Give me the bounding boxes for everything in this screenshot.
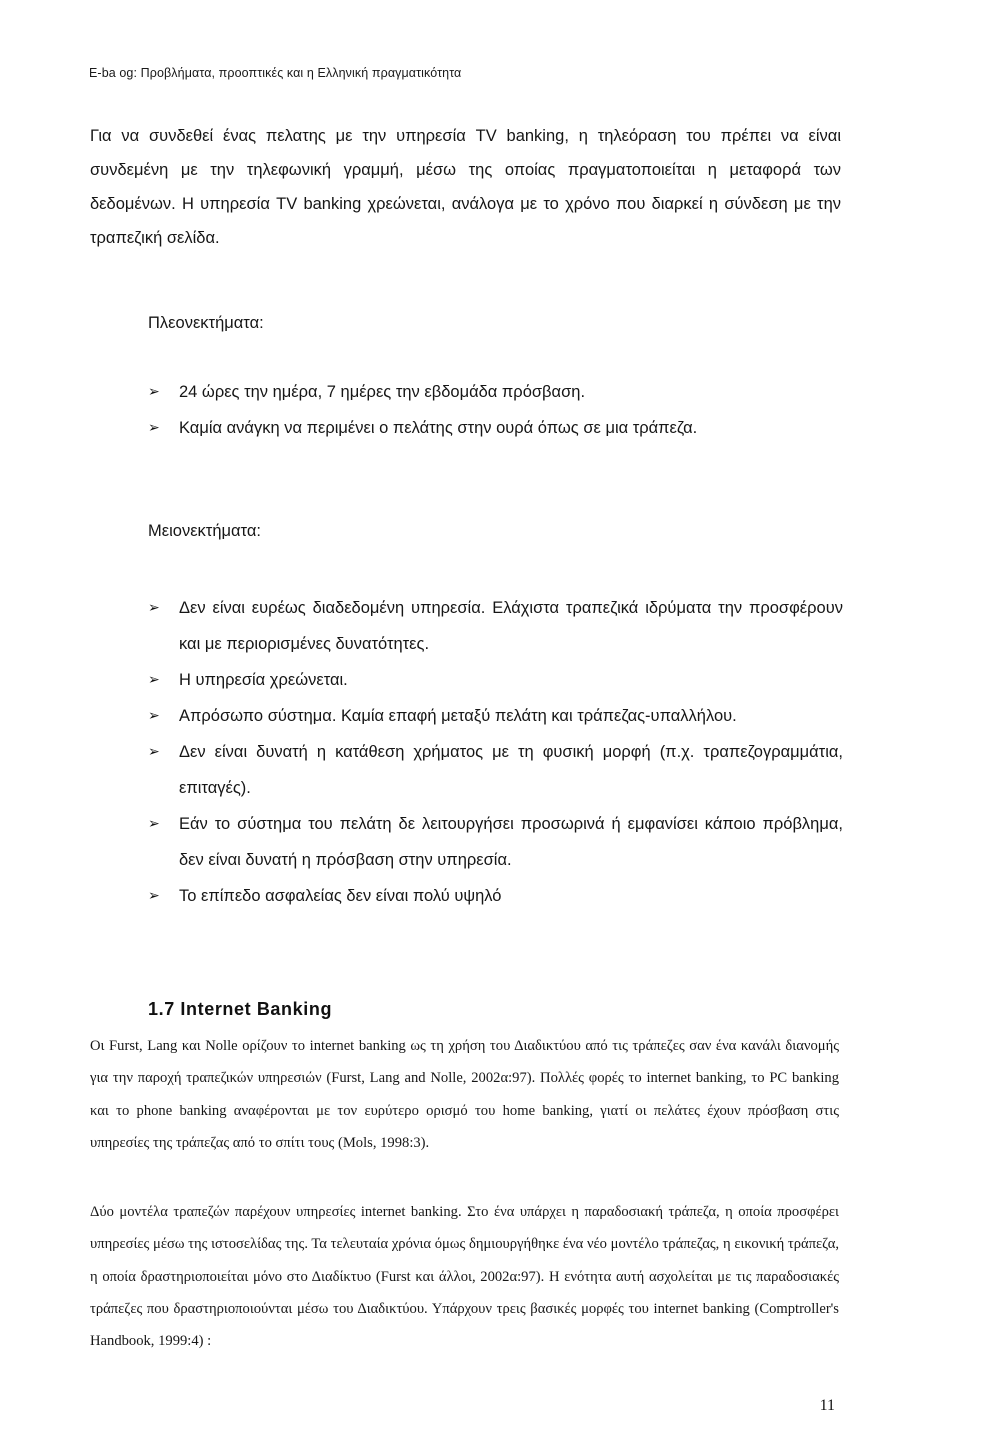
- arrow-bullet-icon: ➢: [148, 708, 160, 724]
- arrow-bullet-icon: ➢: [148, 672, 160, 688]
- internet-banking-paragraph-2: Δύο μοντέλα τραπεζών παρέχουν υπηρεσίες internet banking. Στο ένα υπάρχει η παραδοσιακή τράπεζα, η οποία προσφέρει υπηρεσίες μέσω της ιστοσελίδας της. Τα τελευταία χρόνια όμως δημιουργήθηκε ένα νέο μοντέλο τράπεζας, η εικονική τράπεζα, η οποία δραστηριοποιείται μόνο στο Διαδίκτυο (Furst και άλλοι, 2002α:97). Η ενότητα αυτή ασχολείται με τις παραδοσιακές τράπεζες που δραστηριοποιούνται μέσω του Διαδικτύου. Υπάρχουν τρεις βασικές μορφές του internet banking (Comptroller's Handbook, 1999:4) :: [90, 1204, 839, 1350]
- list-item: [148, 662, 843, 698]
- running-header: E-ba og: Προβλήματα, προοπτικές και η Ελληνική πραγματικότητα: [89, 66, 462, 80]
- list-item-text: Εάν το σύστημα του πελάτη δε λειτουργήσει προσωρινά ή εμφανίσει κάποιο πρόβλημα, δεν είναι δυνατή η πρόσβαση στην υπηρεσία.: [179, 815, 843, 869]
- arrow-bullet-icon: ➢: [148, 384, 160, 400]
- list-item: [148, 806, 843, 878]
- arrow-bullet-icon: ➢: [148, 600, 160, 616]
- list-item-text: Η υπηρεσία χρεώνεται.: [179, 671, 348, 689]
- list-item-text: Δεν είναι ευρέως διαδεδομένη υπηρεσία. Ελάχιστα τραπεζικά ιδρύματα την προσφέρουν και με περιορισμένες δυνατότητες.: [179, 599, 843, 653]
- arrow-bullet-icon: ➢: [148, 744, 160, 760]
- disadvantages-label: Μειονεκτήματα:: [148, 522, 261, 540]
- list-item-text: Καμία ανάγκη να περιμένει ο πελάτης στην ουρά όπως σε μια τράπεζα.: [179, 419, 698, 437]
- list-item: [148, 590, 843, 662]
- tv-banking-intro-paragraph: Για να συνδεθεί ένας πελατης με την υπηρεσία TV banking, η τηλεόραση του πρέπει να είναι συνδεμένη με την τηλεφωνική γραμμή, μέσω της οποίας πραγματοποιείται η μεταφορά των δεδομένων. Η υπηρεσία TV banking χρεώνεται, ανάλογα με το χρόνο που διαρκεί η σύνδεση με την τραπεζική σελίδα.: [90, 127, 841, 247]
- page-number: 11: [819, 1397, 835, 1414]
- list-item-text: Το επίπεδο ασφαλείας δεν είναι πολύ υψηλό: [179, 887, 502, 905]
- section-heading-internet-banking: 1.7 Internet Banking: [148, 999, 333, 1019]
- advantages-label: Πλεονεκτήματα:: [148, 314, 264, 332]
- list-item: [148, 377, 843, 407]
- arrow-bullet-icon: ➢: [148, 888, 160, 904]
- list-item: [148, 698, 843, 734]
- list-item: [148, 878, 843, 914]
- list-item: [148, 734, 843, 806]
- disadvantages-list: [148, 590, 843, 914]
- arrow-bullet-icon: ➢: [148, 816, 160, 832]
- list-item: [148, 413, 843, 443]
- internet-banking-paragraph-1: Οι Furst, Lang και Nolle ορίζουν το internet banking ως τη χρήση του Διαδικτύου από τις τράπεζες σαν ένα κανάλι διανομής για την παροχή τραπεζικών υπηρεσιών (Furst, Lang and Nolle, 2002α:97). Πολλές φορές το internet banking, το PC banking και το phone banking αναφέρονται με τον ευρύτερο ορισμό του home banking, γιατί οι πελάτες έχουν πρόσβαση στις υπηρεσίες της τράπεζας από το σπίτι τους (Mols, 1998:3).: [90, 1038, 839, 1151]
- advantages-list: [148, 377, 843, 443]
- list-item-text: 24 ώρες την ημέρα, 7 ημέρες την εβδομάδα πρόσβαση.: [179, 383, 586, 401]
- list-item-text: Απρόσωπο σύστημα. Καμία επαφή μεταξύ πελάτη και τράπεζας-υπαλλήλου.: [179, 707, 737, 725]
- arrow-bullet-icon: ➢: [148, 420, 160, 436]
- list-item-text: Δεν είναι δυνατή η κατάθεση χρήματος με τη φυσική μορφή (π.χ. τραπεζογραμμάτια, επιταγές).: [179, 743, 843, 797]
